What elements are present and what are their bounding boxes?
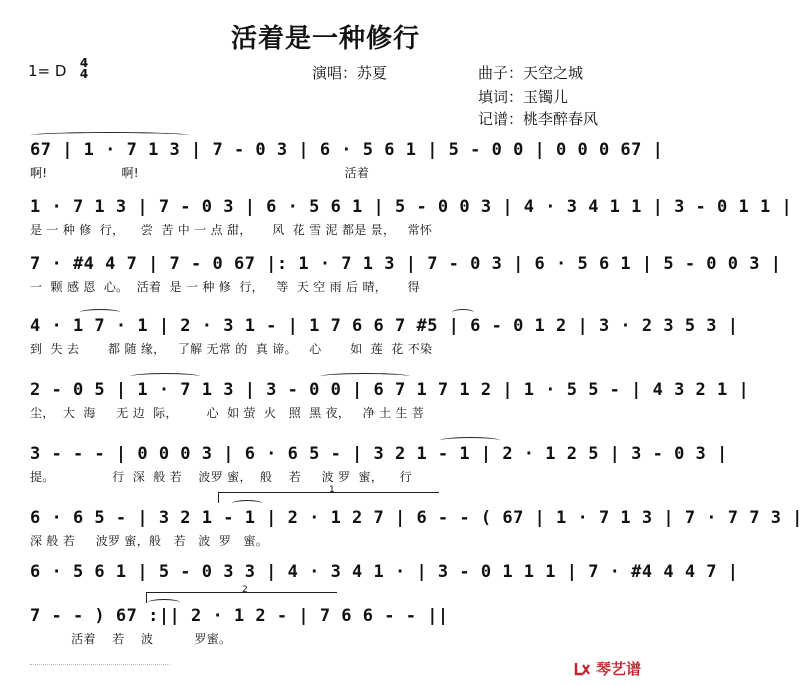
slur	[30, 132, 190, 139]
notation-line: 67 | 1 · 7 1 3 | 7 - 0 3 | 6 · 5 6 1 | 5 - 0 0 | 0 0 0 67 |	[30, 140, 664, 160]
watermark-logo	[574, 658, 641, 679]
time-signature-bottom: 4	[79, 67, 89, 81]
slur	[148, 599, 180, 606]
notation-line: 6 · 6 5 - | 3 2 1 - 1 | 2 · 1 2 7 | 6 - - ( 67 | 1 · 7 1 3 | 7 · 7 7 3 |	[30, 508, 803, 528]
transcriber-credit: 记谱：桃李醉春风	[478, 110, 599, 128]
lyrics-line: 提。 行 深 般 若 波罗 蜜， 般 若 波 罗 蜜， 行	[30, 470, 412, 484]
time-signature-top: 4	[79, 56, 89, 70]
notation-line: 3 - - - | 0 0 0 3 | 6 · 6 5 - | 3 2 1 - 1 | 2 · 1 2 5 | 3 - 0 3 |	[30, 444, 728, 464]
slur	[232, 500, 262, 507]
composer-credit: 曲子：天空之城	[478, 64, 584, 82]
slur	[440, 437, 500, 444]
time-signature	[78, 58, 90, 80]
singer-credit: 演唱：苏夏	[312, 64, 388, 82]
notation-line: 4 · 1 7 · 1 | 2 · 3 1 - | 1 7 6 6 7 #5 | 6 - 0 1 2 | 3 · 2 3 5 3 |	[30, 316, 739, 336]
lyrics-line: 到 失 去 都 随 缘， 了解 无常 的 真 谛。 心 如 莲 花 不染	[30, 342, 433, 356]
key-label: 1= D	[28, 62, 67, 80]
lyrics-line: 尘， 大 海 无 边 际， 心 如 萤 火 照 黑 夜， 净 土 生 菩	[30, 406, 425, 420]
notation-line: 6 · 5 6 1 | 5 - 0 3 3 | 4 · 3 4 1 · | 3 - 0 1 1 1 | 7 · #4 4 4 7 |	[30, 562, 739, 582]
volta-label: 1	[329, 485, 335, 495]
lyrics-line: 深 般 若 波罗 蜜，般 若 波 罗 蜜。	[30, 534, 269, 548]
lyricist-credit: 填词：玉镯儿	[478, 88, 569, 106]
slur	[452, 309, 474, 316]
slur	[80, 309, 120, 316]
lyrics-line: 活着 若 波 罗蜜。	[30, 632, 232, 646]
slur	[130, 373, 200, 380]
watermark-text: 琴艺谱	[595, 660, 641, 678]
notation-line: 2 - 0 5 | 1 · 7 1 3 | 3 - 0 0 | 6 7 1 7 1 2 | 1 · 5 5 - | 4 3 2 1 |	[30, 380, 750, 400]
key-signature	[28, 56, 89, 81]
page-title: 活着是一种修行	[230, 24, 420, 54]
logo-icon	[574, 661, 592, 676]
lyrics-line: 是 一 种 修 行， 尝 苦 中 一 点 甜， 风 花 雪 泥 都是 景， 常怀	[30, 223, 433, 237]
notation-line: 7 · #4 4 7 | 7 - 0 67 |: 1 · 7 1 3 | 7 - 0 3 | 6 · 5 6 1 | 5 - 0 0 3 |	[30, 254, 782, 274]
scan-artifact	[30, 664, 170, 667]
notation-line: 7 - - ) 67 :|| 2 · 1 2 - | 7 6 6 - - ||	[30, 606, 449, 626]
lyrics-line: 一 颗 感 恩 心。 活着 是 一 种 修 行， 等 天 空 雨 后 晴， 得	[30, 280, 420, 294]
slur	[320, 373, 410, 380]
notation-line: 1 · 7 1 3 | 7 - 0 3 | 6 · 5 6 1 | 5 - 0 0 3 | 4 · 3 4 1 1 | 3 - 0 1 1 |	[30, 197, 793, 217]
volta-label: 2	[242, 585, 248, 595]
lyrics-line: 啊! 啊! 活着	[30, 166, 370, 180]
